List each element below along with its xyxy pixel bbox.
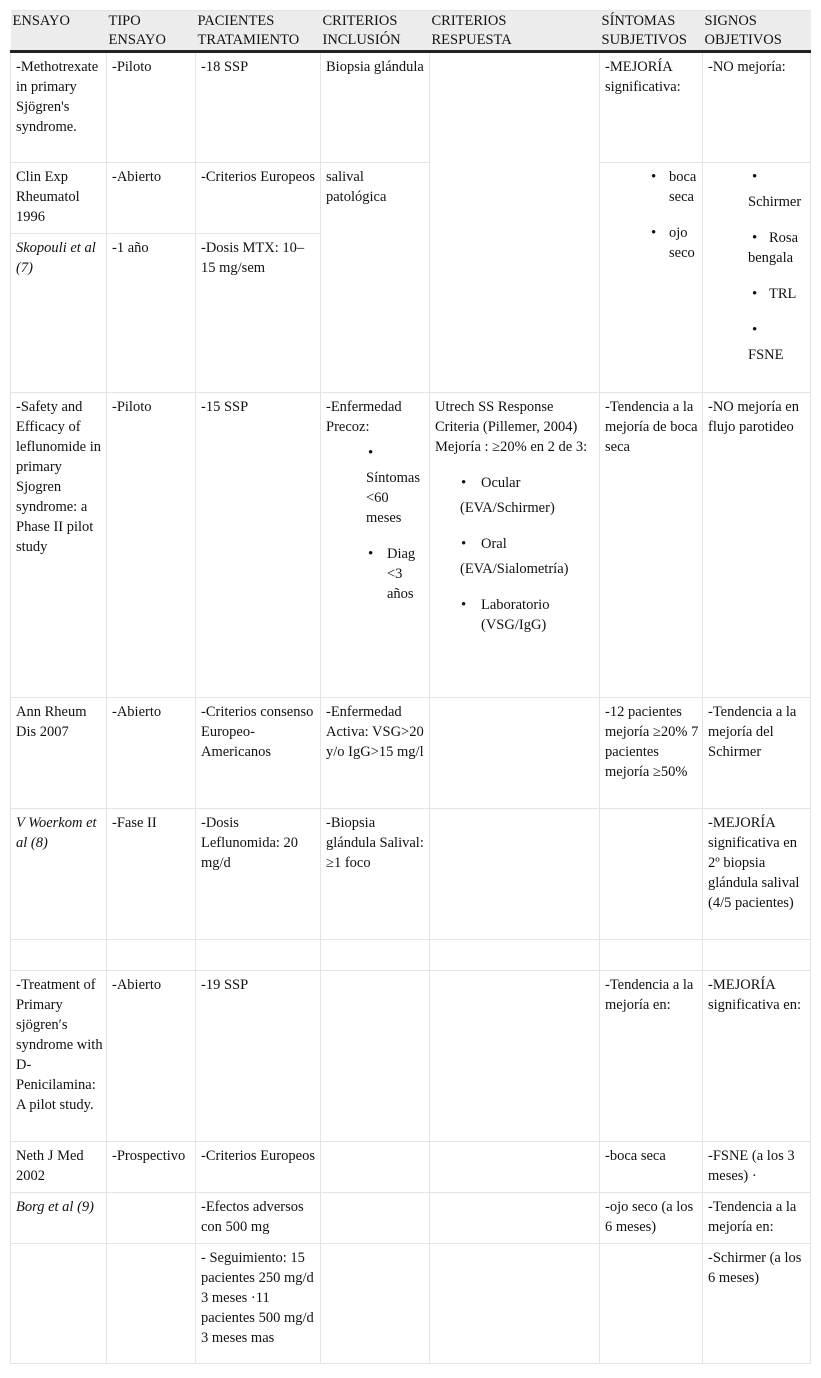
cell-tipo: -1 año [107, 234, 196, 393]
cell-pacientes: -Dosis MTX: 10–15 mg/sem [196, 234, 321, 393]
inclusion-list [326, 443, 426, 604]
cell-ensayo: V Woerkom et al (8) [11, 809, 107, 940]
signos-list [708, 167, 807, 365]
list-item: • Síntomas <60 meses [366, 443, 426, 528]
cell-sintomas: -boca seca [600, 1142, 703, 1193]
cell-respuesta [430, 698, 600, 809]
cell-sintomas: -12 pacientes mejoría ≥20% 7 pacientes mejoría ≥50% [600, 698, 703, 809]
cell-inclusion [321, 1142, 430, 1193]
list-item: • Rosa bengala [748, 228, 807, 268]
header-respuesta: CRITERIOS RESPUESTA [430, 11, 600, 52]
cell-signos [703, 163, 811, 393]
cell-ensayo: -Safety and Efficacy of leflunomide in primary Sjogren syndrome: a Phase II pilot study [11, 393, 107, 698]
cell-sintomas [600, 163, 703, 393]
cell-ensayo: Clin Exp Rheumatol 1996 [11, 163, 107, 234]
table-row [11, 809, 811, 940]
sintomas-list [605, 167, 699, 263]
cell-signos: -Schirmer (a los 6 meses) [703, 1244, 811, 1364]
cell-inclusion: -Enfermedad Activa: VSG>20 y/o IgG>15 mg/l [321, 698, 430, 809]
list-item: • Diag <3 años [366, 544, 426, 604]
cell-sintomas: -Tendencia a la mejoría en: [600, 971, 703, 1142]
cell-sintomas: -Tendencia a la mejoría de boca seca [600, 393, 703, 698]
clinical-trials-table [10, 10, 811, 1364]
cell-pacientes: -Criterios Europeos [196, 163, 321, 234]
table-row [11, 393, 811, 698]
cell-respuesta [430, 1244, 600, 1364]
cell-respuesta [430, 809, 600, 940]
header-pacientes: PACIENTES TRATAMIENTO [196, 11, 321, 52]
cell-ensayo: -Treatment of Primary sjögren′s syndrome with D-Penicilamina: A pilot study. [11, 971, 107, 1142]
table-row [11, 1193, 811, 1244]
header-sintomas: SÍNTOMAS SUBJETIVOS [600, 11, 703, 52]
table-row [11, 1244, 811, 1364]
cell-signos: -NO mejoría en flujo parotideo [703, 393, 811, 698]
cell-ensayo: Ann Rheum Dis 2007 [11, 698, 107, 809]
cell-tipo: -Fase II [107, 809, 196, 940]
cell-inclusion: -Biopsia glándula Salival: ≥1 foco [321, 809, 430, 940]
cell-signos: -MEJORÍA significativa en: [703, 971, 811, 1142]
cell-tipo: -Prospectivo [107, 1142, 196, 1193]
cell-ensayo: -Methotrexate in primary Sjögren's syndrome. [11, 52, 107, 163]
cell-inclusion [321, 1244, 430, 1364]
cell-respuesta [430, 1193, 600, 1244]
header-ensayo: ENSAYO [11, 11, 107, 52]
list-item: • Ocular (EVA/Schirmer) [460, 473, 596, 518]
cell-signos: -FSNE (a los 3 meses) · [703, 1142, 811, 1193]
header-signos: SIGNOS OBJETIVOS [703, 11, 811, 52]
cell-tipo [107, 1244, 196, 1364]
cell-pacientes: -19 SSP [196, 971, 321, 1142]
table-row [11, 940, 811, 971]
cell-pacientes: -Dosis Leflunomida: 20 mg/d [196, 809, 321, 940]
cell-signos: -Tendencia a la mejoría en: [703, 1193, 811, 1244]
cell-ensayo [11, 1244, 107, 1364]
cell-inclusion [321, 1193, 430, 1244]
respuesta-list [435, 473, 596, 635]
table-row [11, 52, 811, 163]
list-item: • boca seca [647, 167, 699, 207]
cell-respuesta: Utrech SS Response Criteria (Pillemer, 2004) Mejoría : ≥20% en 2 de 3: • Ocular (EVA/Schirmer) • Oral (EVA/Sialometría) • Laboratorio (VSG/IgG) [430, 393, 600, 698]
cell-tipo: -Abierto [107, 971, 196, 1142]
cell-ensayo: Neth J Med 2002 [11, 1142, 107, 1193]
table-row [11, 971, 811, 1142]
cell-pacientes: -Criterios Europeos [196, 1142, 321, 1193]
list-item: • ojo seco [647, 223, 699, 263]
list-item: • TRL [748, 284, 807, 304]
list-item: • FSNE [748, 320, 807, 365]
cell-respuesta [430, 1142, 600, 1193]
cell-pacientes: -18 SSP [196, 52, 321, 163]
cell-tipo [107, 1193, 196, 1244]
list-item: • Laboratorio (VSG/IgG) [460, 595, 596, 635]
header-tipo: TIPO ENSAYO [107, 11, 196, 52]
cell-pacientes: -Criterios consenso Europeo-Americanos [196, 698, 321, 809]
cell-inclusion [321, 971, 430, 1142]
cell-sintomas: -MEJORÍA significativa: [600, 52, 703, 163]
list-item: • Schirmer [748, 167, 807, 212]
cell-signos: -NO mejoría: [703, 52, 811, 163]
cell-respuesta [430, 971, 600, 1142]
cell-sintomas [600, 1244, 703, 1364]
cell-respuesta [430, 52, 600, 393]
cell-signos: -Tendencia a la mejoría del Schirmer [703, 698, 811, 809]
list-item: • Oral (EVA/Sialometría) [460, 534, 596, 579]
cell-tipo: -Piloto [107, 393, 196, 698]
cell-sintomas [600, 809, 703, 940]
cell-ensayo: Skopouli et al (7) [11, 234, 107, 393]
cell-ensayo: Borg et al (9) [11, 1193, 107, 1244]
table-row [11, 163, 811, 234]
cell-pacientes: - Seguimiento: 15 pacientes 250 mg/d 3 meses ·11 pacientes 500 mg/d 3 meses mas [196, 1244, 321, 1364]
cell-signos: -MEJORÍA significativa en 2º biopsia glándula salival (4/5 pacientes) [703, 809, 811, 940]
cell-tipo: -Piloto [107, 52, 196, 163]
cell-tipo: -Abierto [107, 698, 196, 809]
table-row [11, 1142, 811, 1193]
cell-inclusion: salival patológica [321, 163, 430, 393]
header-inclusion: CRITERIOS INCLUSIÓN [321, 11, 430, 52]
cell-inclusion: Biopsia glándula [321, 52, 430, 163]
header-row [11, 11, 811, 52]
cell-pacientes: -Efectos adversos con 500 mg [196, 1193, 321, 1244]
cell-inclusion: -Enfermedad Precoz: • Síntomas <60 meses • Diag <3 años [321, 393, 430, 698]
cell-tipo: -Abierto [107, 163, 196, 234]
table-row [11, 698, 811, 809]
cell-pacientes: -15 SSP [196, 393, 321, 698]
cell-sintomas: -ojo seco (a los 6 meses) [600, 1193, 703, 1244]
